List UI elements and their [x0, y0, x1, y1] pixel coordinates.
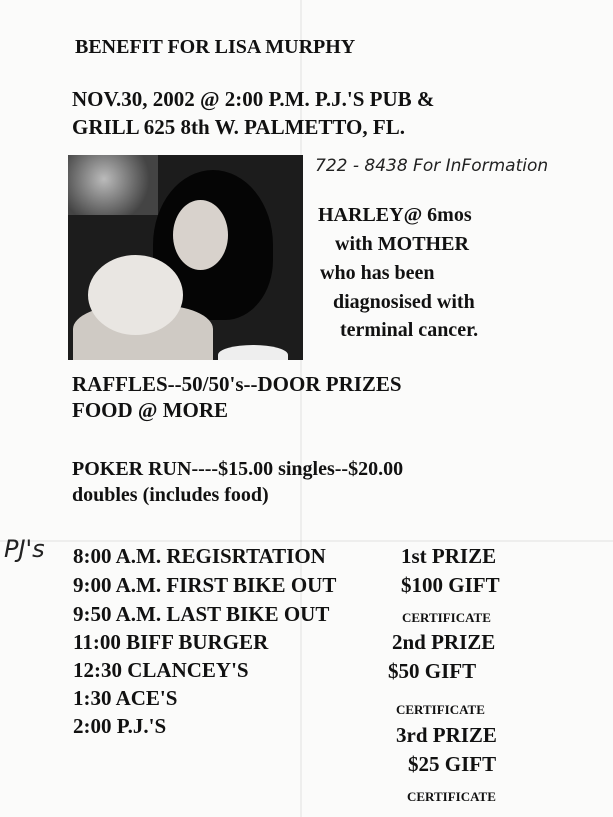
poker-run-line: doubles (includes food) — [72, 484, 269, 506]
prize-amount: $25 GIFT — [408, 752, 497, 776]
raffles-line: FOOD @ MORE — [72, 398, 229, 422]
schedule-item: 8:00 A.M. REGISRTATION — [73, 544, 326, 568]
schedule-item: 12:30 CLANCEY'S — [73, 658, 249, 682]
paper-crease — [0, 540, 613, 542]
event-line-2: GRILL 625 8th W. PALMETTO, FL. — [72, 115, 405, 139]
schedule-item: 11:00 BIFF BURGER — [73, 630, 269, 654]
poker-run-line: POKER RUN----$15.00 singles--$20.00 — [72, 458, 404, 480]
handwritten-phone: 722 - 8438 For InFormation — [315, 156, 549, 176]
prize-amount: $50 GIFT — [388, 659, 477, 683]
schedule-item: 9:00 A.M. FIRST BIKE OUT — [73, 573, 337, 597]
caption-line: terminal cancer. — [340, 319, 479, 341]
prize-note: CERTIFICATE — [407, 789, 496, 804]
prize-place: 3rd PRIZE — [396, 723, 497, 747]
caption-line: with MOTHER — [335, 233, 469, 255]
prize-note: CERTIFICATE — [402, 610, 491, 625]
schedule-item: 1:30 ACE'S — [73, 686, 178, 710]
schedule-item: 2:00 P.J.'S — [73, 714, 167, 738]
flyer-title: BENEFIT FOR LISA MURPHY — [75, 36, 356, 58]
caption-line: who has been — [320, 262, 435, 284]
prize-amount: $100 GIFT — [401, 573, 500, 597]
prize-place: 1st PRIZE — [401, 544, 497, 568]
prize-note: CERTIFICATE — [396, 702, 485, 717]
photo-mother-and-baby — [68, 155, 303, 360]
raffles-line: RAFFLES--50/50's--DOOR PRIZES — [72, 372, 402, 396]
schedule-item: 9:50 A.M. LAST BIKE OUT — [73, 602, 330, 626]
prize-place: 2nd PRIZE — [392, 630, 496, 654]
event-line-1: NOV.30, 2002 @ 2:00 P.M. P.J.'S PUB & — [72, 87, 435, 111]
caption-line: HARLEY@ 6mos — [318, 204, 472, 226]
caption-line: diagnosised with — [333, 291, 475, 313]
handwritten-note: PJ's — [4, 535, 45, 563]
